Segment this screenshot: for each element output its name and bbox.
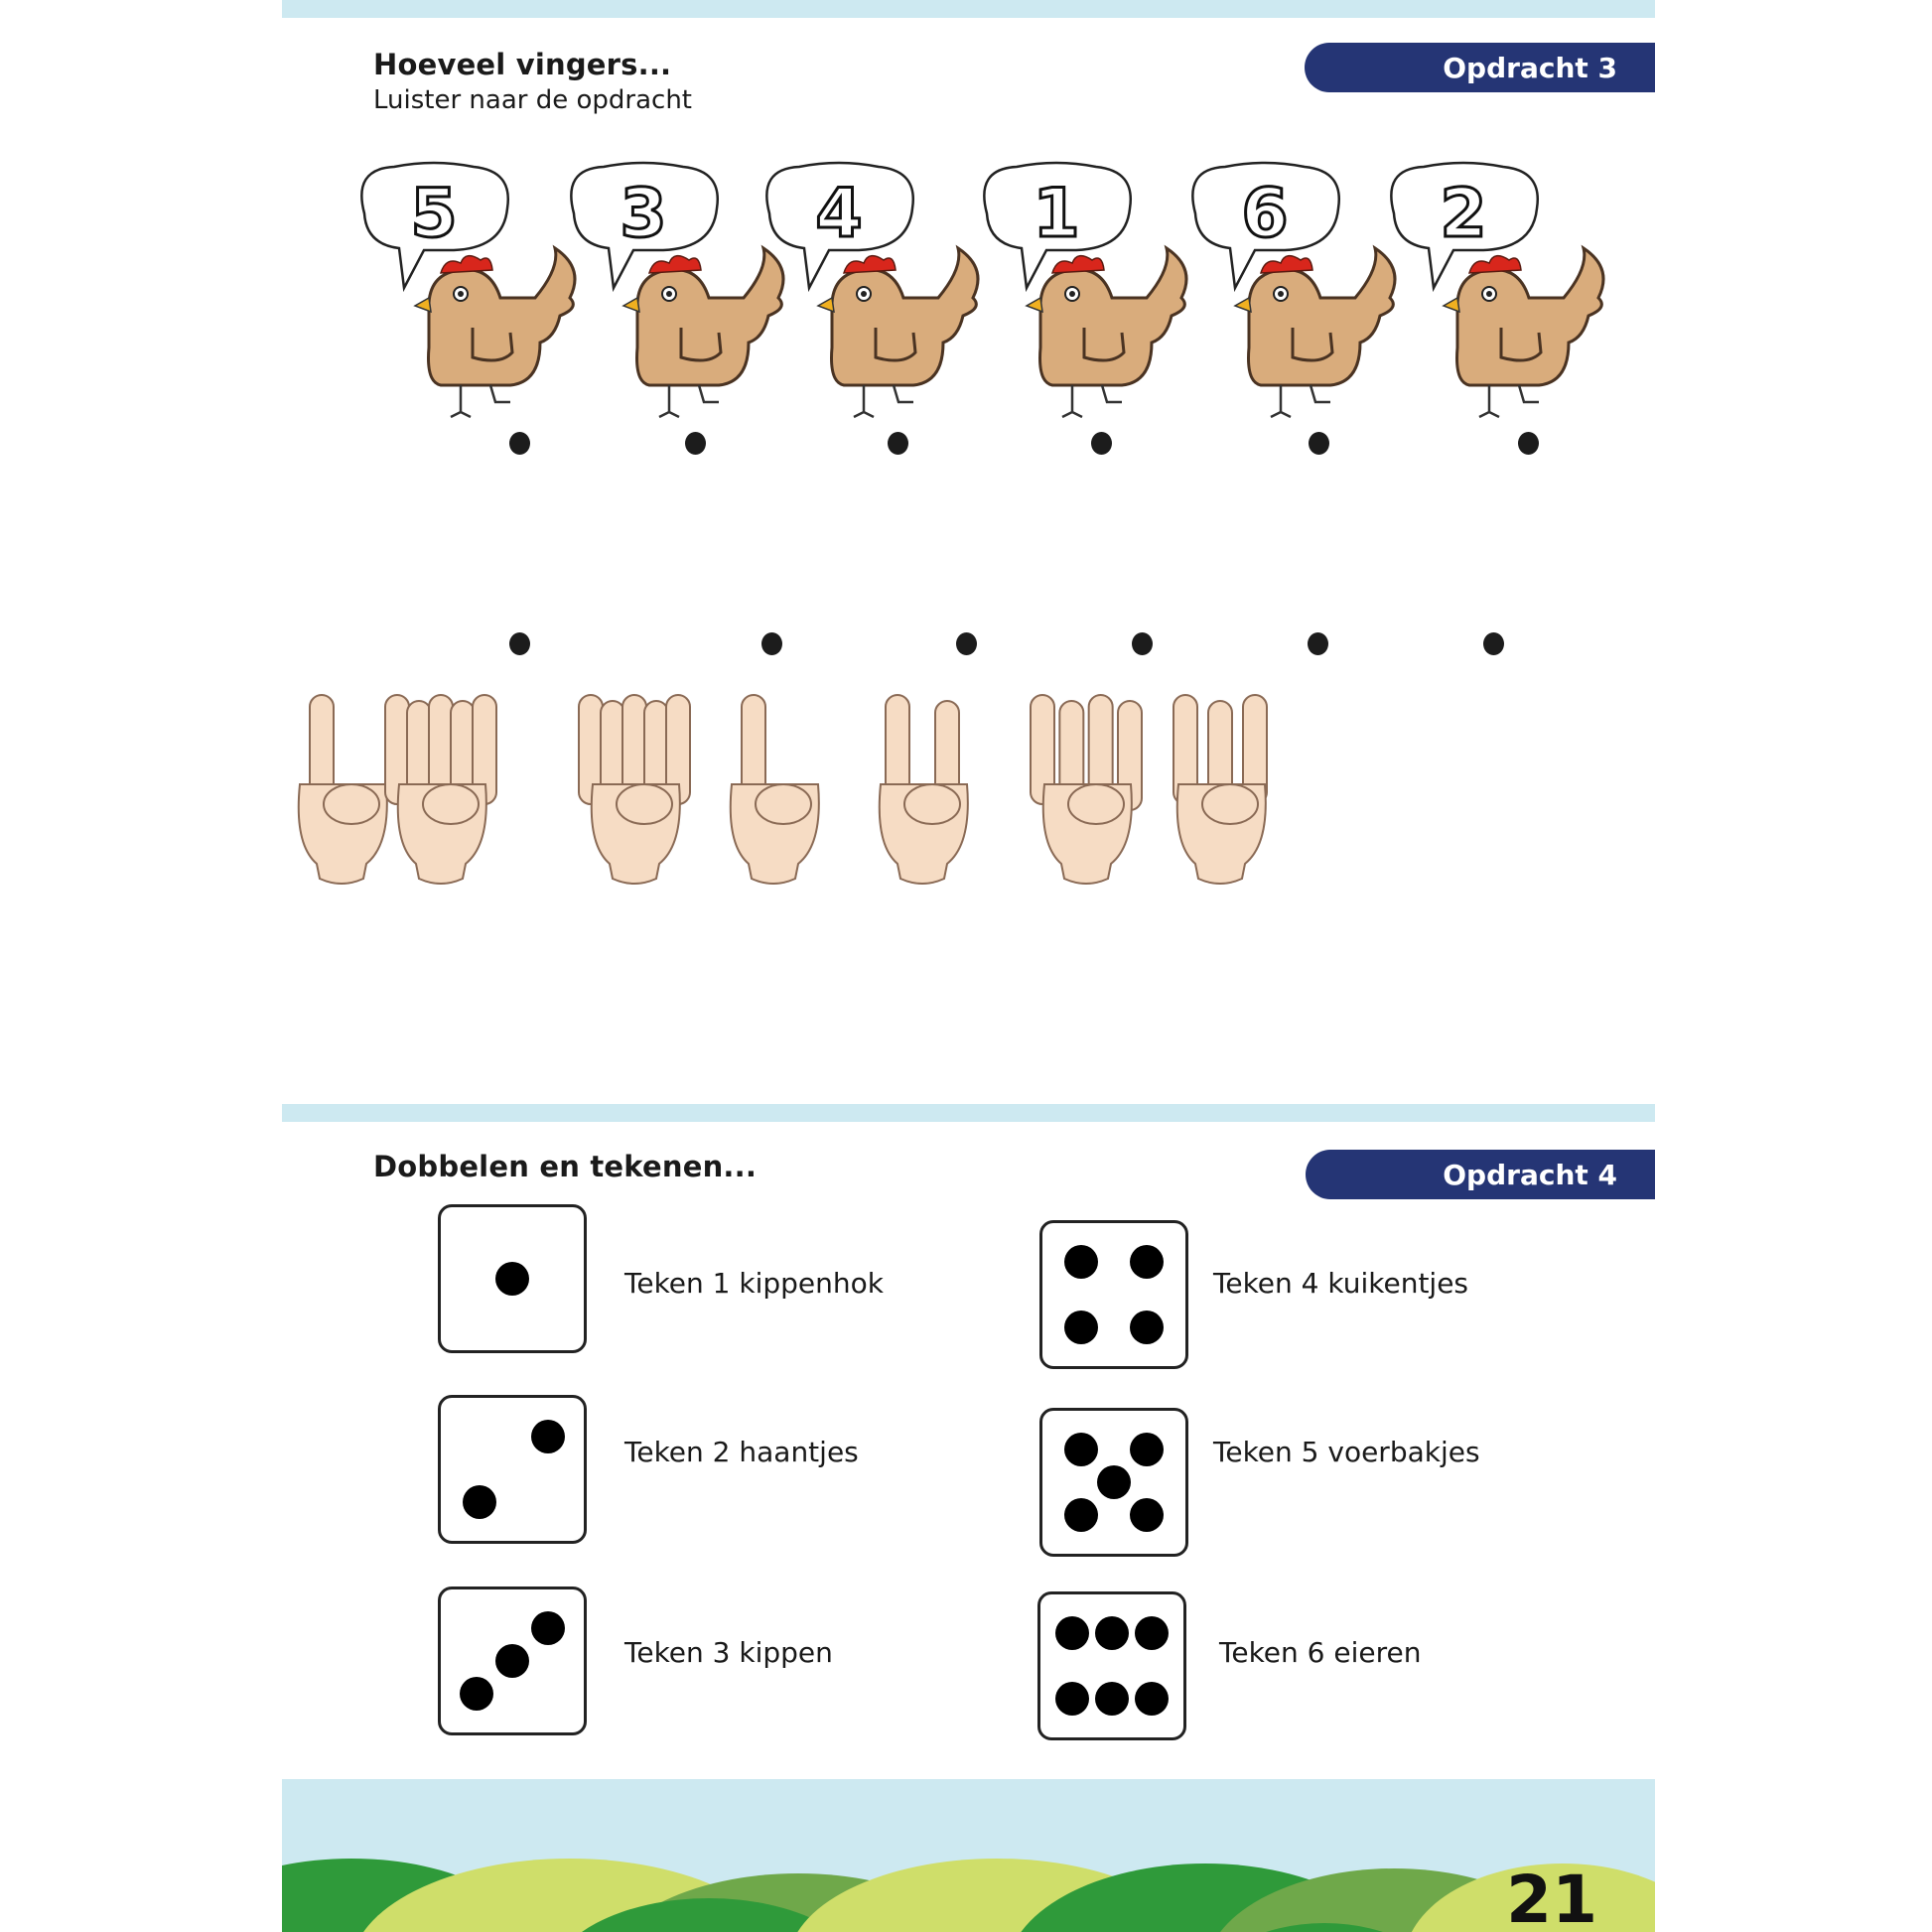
middle-band	[282, 1104, 1655, 1122]
die-pip	[1064, 1433, 1098, 1466]
hand-3	[579, 695, 690, 884]
chicken-1	[361, 163, 575, 417]
task-text-1: Teken 1 kippenhok	[624, 1267, 884, 1300]
die-pip	[463, 1485, 496, 1519]
section1-title: Hoeveel vingers...	[373, 48, 672, 81]
opdracht-4-badge: Opdracht 4	[1306, 1150, 1655, 1199]
die-pip	[1130, 1245, 1164, 1279]
die-pip	[1097, 1465, 1131, 1499]
chicken-6	[1391, 163, 1603, 417]
connect-dot-chicken-5[interactable]	[1309, 432, 1329, 455]
bubble-number: 1	[1033, 175, 1080, 253]
die-pip	[1130, 1498, 1164, 1532]
die-pip	[1064, 1311, 1098, 1344]
die-2	[438, 1395, 587, 1544]
die-pip	[1135, 1616, 1169, 1650]
hand-1	[299, 695, 387, 884]
hand-7	[1173, 695, 1267, 884]
hand-5	[880, 695, 968, 884]
die-pip	[495, 1644, 529, 1678]
die-pip	[1064, 1498, 1098, 1532]
bubble-number: 6	[1241, 175, 1289, 253]
die-pip	[1095, 1682, 1129, 1716]
worksheet-page	[282, 0, 1655, 1932]
die-pip	[1130, 1433, 1164, 1466]
bubble-number: 3	[620, 175, 667, 253]
chicken-3	[766, 163, 978, 417]
chicken-5	[1192, 163, 1395, 417]
footer-hills	[282, 1779, 1655, 1932]
die-6	[1037, 1591, 1186, 1740]
chicken-icon	[415, 248, 575, 417]
task-text-6: Teken 6 eieren	[1219, 1636, 1422, 1669]
connect-dot-hand-4[interactable]	[1132, 632, 1153, 655]
chicken-2	[571, 163, 783, 417]
section1-subtitle: Luister naar de opdracht	[373, 85, 692, 115]
chickens-with-speech-bubbles	[282, 0, 1655, 477]
connect-dot-hand-5[interactable]	[1308, 632, 1328, 655]
hand-2	[385, 695, 496, 884]
bubble-number: 4	[815, 175, 863, 253]
die-pip	[531, 1420, 565, 1453]
die-pip	[1095, 1616, 1129, 1650]
chicken-4	[984, 163, 1186, 417]
counting-hands	[282, 675, 1655, 903]
connect-dot-hand-1[interactable]	[509, 632, 530, 655]
connect-dot-chicken-2[interactable]	[685, 432, 706, 455]
task-text-5: Teken 5 voerbakjes	[1213, 1436, 1480, 1468]
die-5	[1039, 1408, 1188, 1557]
chicken-icon	[818, 248, 978, 417]
chicken-icon	[1027, 248, 1186, 417]
connect-dot-hand-6[interactable]	[1483, 632, 1504, 655]
hand-6	[1031, 695, 1142, 884]
connect-dot-chicken-1[interactable]	[509, 432, 530, 455]
chicken-icon	[1235, 248, 1395, 417]
bubble-number: 5	[410, 175, 458, 253]
die-pip	[495, 1262, 529, 1296]
chicken-icon	[1444, 248, 1603, 417]
connect-dot-chicken-3[interactable]	[888, 432, 908, 455]
die-3	[438, 1587, 587, 1735]
die-4	[1039, 1220, 1188, 1369]
connect-dot-hand-3[interactable]	[956, 632, 977, 655]
bubble-number: 2	[1440, 175, 1487, 253]
die-pip	[1055, 1616, 1089, 1650]
die-pip	[1055, 1682, 1089, 1716]
hand-4	[731, 695, 819, 884]
connect-dot-chicken-4[interactable]	[1091, 432, 1112, 455]
die-pip	[1135, 1682, 1169, 1716]
connect-dot-chicken-6[interactable]	[1518, 432, 1539, 455]
connect-dot-hand-2[interactable]	[761, 632, 782, 655]
task-text-2: Teken 2 haantjes	[624, 1436, 859, 1468]
page-number: 21	[1506, 1862, 1597, 1932]
section2-title: Dobbelen en tekenen...	[373, 1150, 758, 1183]
task-text-4: Teken 4 kuikentjes	[1213, 1267, 1469, 1300]
chicken-icon	[623, 248, 783, 417]
hills-illustration	[282, 1779, 1655, 1932]
die-1	[438, 1204, 587, 1353]
die-pip	[460, 1677, 493, 1711]
opdracht-3-badge: Opdracht 3	[1305, 43, 1655, 92]
die-pip	[1130, 1311, 1164, 1344]
task-text-3: Teken 3 kippen	[624, 1636, 833, 1669]
die-pip	[1064, 1245, 1098, 1279]
die-pip	[531, 1611, 565, 1645]
